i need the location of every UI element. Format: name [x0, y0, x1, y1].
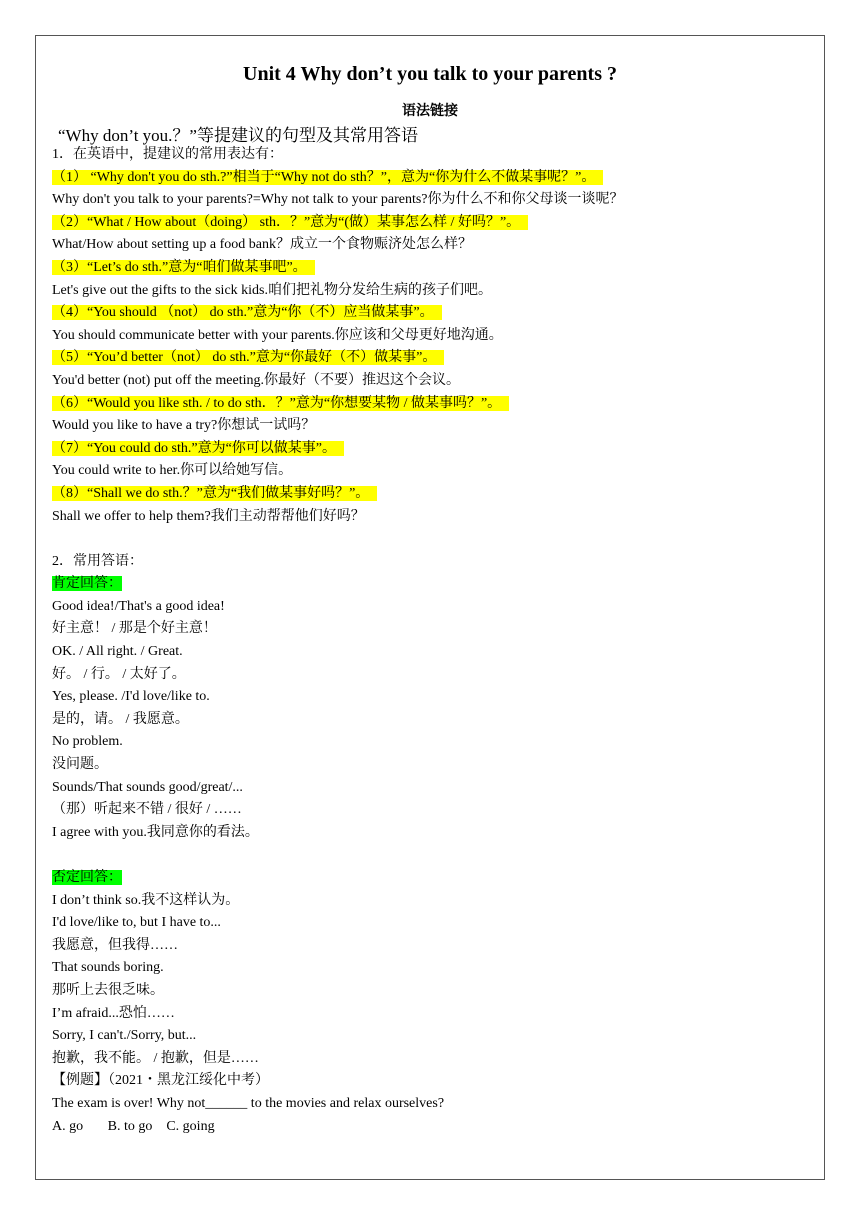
positive-line: I agree with you.我同意你的看法。: [52, 824, 259, 840]
positive-line: 好。 / 行。 / 太好了。: [52, 666, 186, 682]
positive-line: No problem.: [52, 734, 123, 750]
pattern-7: （7）“You could do sth.”意为“你可以做某事”。: [52, 441, 344, 456]
pattern-3: （3）“Let’s do sth.”意为“咱们做某事吧”。: [52, 260, 315, 275]
example-5: You'd better (not) put off the meeting.你最好（不要）推迟这个会议。: [52, 372, 460, 388]
negative-line: 抱歉，我不能。 / 抱歉，但是……: [52, 1050, 259, 1066]
example-6: Would you like to have a try?你想试一试吗？: [52, 418, 316, 434]
positive-line: Good idea!/That's a good idea!: [52, 598, 225, 614]
example-2: What/How about setting up a food bank？成立一个食物赈济处怎么样？: [52, 237, 472, 253]
negative-line: 我愿意，但我得……: [52, 937, 178, 953]
pattern-4: （4）“You should （not） do sth.”意为“你（不）应当做某事”。: [52, 305, 442, 320]
section1-intro: 1．在英语中，提建议的常用表达有：: [52, 147, 283, 162]
positive-line: （那）听起来不错 / 很好 / ……: [52, 802, 242, 818]
pattern-8: （8）“Shall we do sth.？”意为“我们做某事好吗？”。: [52, 486, 377, 501]
positive-line: OK. / All right. / Great.: [52, 644, 183, 660]
negative-line: I don’t think so.我不这样认为。: [52, 892, 240, 908]
example-1: Why don't you talk to your parents?=Why not talk to your parents?你为什么不和你父母谈一谈呢？: [52, 192, 624, 208]
page-subtitle: 语法链接: [402, 104, 458, 119]
negative-line: Sorry, I can't./Sorry, but...: [52, 1028, 197, 1044]
example-7: You could write to her.你可以给她写信。: [52, 463, 293, 479]
page-title: Unit 4 Why don’t you talk to your parents ?: [243, 63, 617, 85]
negative-line: That sounds boring.: [52, 960, 164, 976]
positive-line: Sounds/That sounds good/great/...: [52, 779, 243, 795]
pattern-2: （2）“What / How about（doing） sth．？”意为“(做）某事怎么样 / 好吗？”。: [52, 215, 528, 230]
example-question: The exam is over! Why not______ to the movies and relax ourselves?: [52, 1095, 445, 1111]
positive-line: 是的，请。 / 我愿意。: [52, 711, 189, 727]
section2-intro: 2．常用答语：: [52, 553, 143, 569]
positive-line: 好主意！ / 那是个好主意！: [52, 621, 217, 637]
pattern-1: （1） “Why don't you do sth.?”相当于“Why not do sth？”，意为“你为什么不做某事呢？”。: [52, 170, 603, 185]
example-3: Let's give out the gifts to the sick kids.咱们把礼物分发给生病的孩子们吧。: [52, 282, 492, 298]
positive-line: Yes, please. /I'd love/like to.: [52, 689, 210, 705]
example-options: A. go B. to go C. going: [52, 1118, 215, 1134]
negative-line: I'd love/like to, but I have to...: [52, 915, 221, 931]
positive-label: 肯定回答：: [52, 576, 122, 592]
negative-label: 否定回答：: [52, 870, 122, 885]
document-body: [52, 144, 624, 1138]
negative-line: I’m afraid...恐怕……: [52, 1005, 175, 1021]
example-8: Shall we offer to help them?我们主动帮帮他们好吗？: [52, 508, 365, 524]
positive-line: 没问题。: [52, 757, 108, 773]
example-label: 【例题】（2021・黑龙江绥化中考）: [52, 1073, 269, 1089]
pattern-6: （6）“Would you like sth. / to do sth．？”意为“你想要某物 / 做某事吗？”。: [52, 396, 509, 411]
pattern-5: （5）“You’d better（not） do sth.”意为“你最好（不）做某事”。: [52, 350, 444, 365]
negative-line: 那听上去很乏味。: [52, 982, 164, 998]
section-heading: “Why don’t you.？”等提建议的句型及其常用答语: [58, 126, 418, 145]
example-4: You should communicate better with your parents.你应该和父母更好地沟通。: [52, 327, 503, 343]
